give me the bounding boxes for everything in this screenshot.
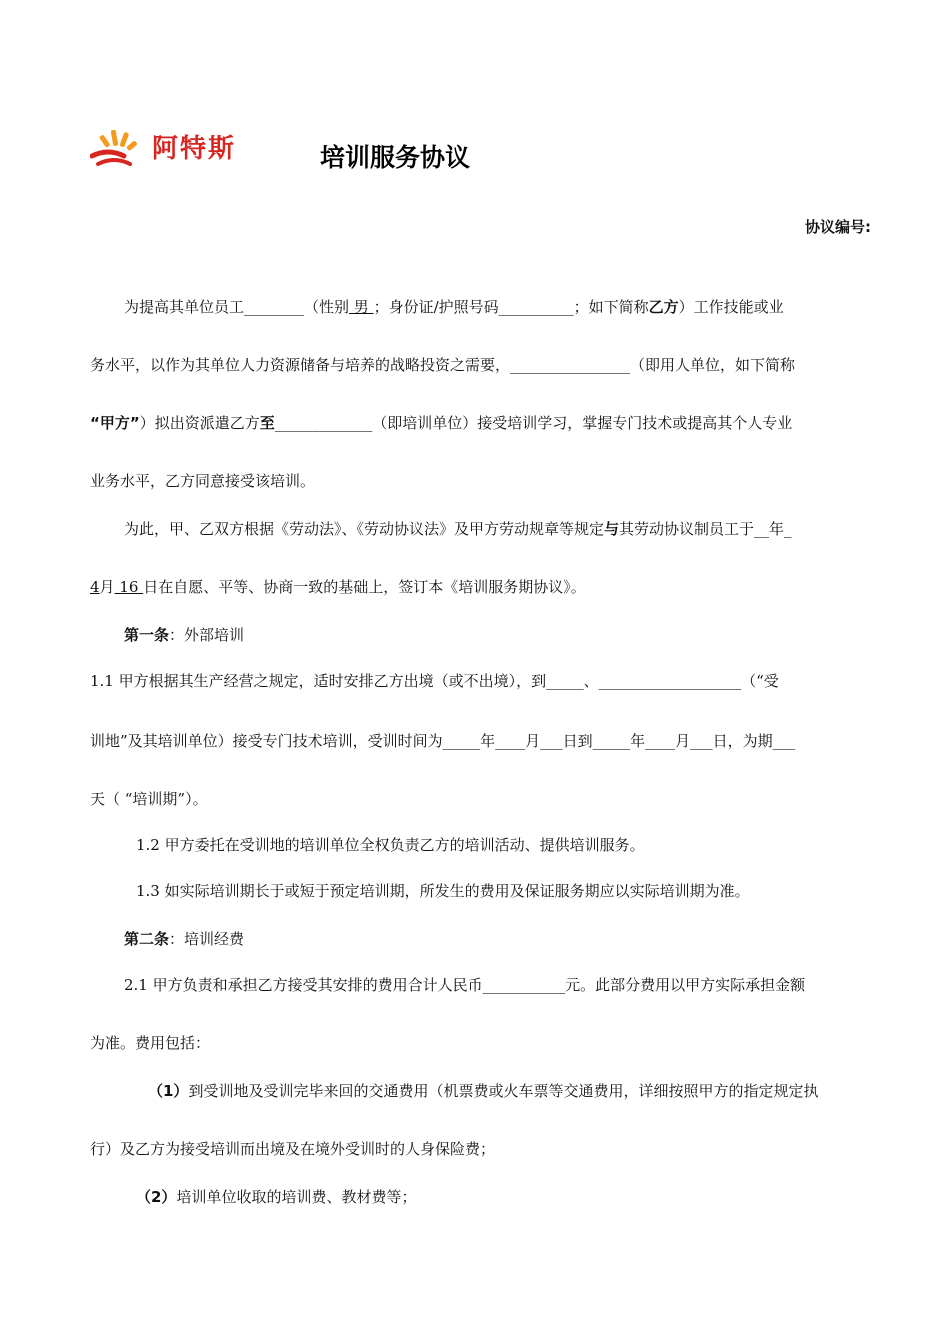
clause-1-1-line1: 1.1 甲方根据其生产经营之规定，适时安排乙方出境（或不出境），到_____、___________________（“受 xyxy=(90,672,779,690)
para2-text-a: 为此，甲、乙双方根据《劳动法》、《劳动协议法》及甲方劳动规章等规定 xyxy=(124,520,605,538)
para1-text-a: 为提高其单位员工________（性别 xyxy=(124,298,350,316)
company-logo xyxy=(90,124,236,168)
document-title: 培训服务协议 xyxy=(320,143,471,172)
day-value: 16 xyxy=(114,578,144,596)
para1-line3-b: _____________（即培训单位）接受培训学习，掌握专门技术或提高其个人专业 xyxy=(274,414,793,432)
clause-2-1-line1: 2.1 甲方负责和承担乙方接受其安排的费用合计人民币___________元。此部分费用以甲方实际承担金额 xyxy=(124,976,806,994)
para2-line2-rest: 日在自愿、平等、协商一致的基础上，签订本《培训服务期协议》。 xyxy=(143,578,586,596)
agreement-number-label: 协议编号: xyxy=(805,218,871,236)
para1-line3-to: 至 xyxy=(259,414,275,432)
para2-line2 xyxy=(90,576,586,597)
article1-title: ：外部培训 xyxy=(169,626,245,644)
para1-line2: 务水平，以作为其单位人力资源储备与培养的战略投资之需要，________________（即用人单位，如下简称 xyxy=(90,356,796,374)
article1-heading xyxy=(124,624,244,645)
expense-item-1-line2: 行）及乙方为接受培训而出境及在境外受训时的人身保险费； xyxy=(90,1140,496,1158)
para1-line1 xyxy=(124,296,784,317)
clause-2-1-line2: 为准。费用包括： xyxy=(90,1034,211,1052)
para1-text-b: ；身份证/护照号码__________；如下简称 xyxy=(373,298,649,316)
clause-1-2: 1.2 甲方委托在受训地的培训单位全权负责乙方的培训活动、提供培训服务。 xyxy=(136,836,645,854)
expense-item-2-text: 培训单位收取的培训费、教材费等； xyxy=(176,1188,417,1206)
para1-line3-a: ）拟出资派遣乙方 xyxy=(139,414,260,432)
expense-item-2-number: （2） xyxy=(136,1188,177,1206)
expense-item-2 xyxy=(136,1186,416,1207)
party-a-label: “甲方” xyxy=(90,414,140,432)
month-value: 4 xyxy=(90,578,100,596)
expense-item-1-text: 到受训地及受训完毕来回的交通费用（机票费或火车票等交通费用，详细按照甲方的指定规定执 xyxy=(188,1082,819,1100)
para1-text-c: ）工作技能或业 xyxy=(678,298,784,316)
expense-item-1-line1 xyxy=(148,1080,818,1101)
para2-line1 xyxy=(124,518,792,539)
month-label: 月 xyxy=(99,578,115,596)
article2-title: ：培训经费 xyxy=(169,930,245,948)
sun-logo-icon xyxy=(90,126,144,166)
para2-with: 与 xyxy=(604,520,620,538)
party-b-label: 乙方 xyxy=(648,298,679,316)
clause-1-3: 1.3 如实际培训期长于或短于预定培训期，所发生的费用及保证服务期应以实际培训期为准。 xyxy=(136,882,750,900)
expense-item-1-number: （1） xyxy=(148,1082,189,1100)
article1-number: 第一条 xyxy=(124,626,170,644)
article2-number: 第二条 xyxy=(124,930,170,948)
logo-text: 阿特斯 xyxy=(152,133,237,164)
article2-heading xyxy=(124,928,244,949)
gender-value: 男 xyxy=(349,298,374,316)
para1-line3 xyxy=(90,412,792,433)
clause-1-1-line3: 天（ “培训期”）。 xyxy=(90,790,208,808)
para2-text-b: 其劳动协议制员工于__年_ xyxy=(619,520,792,538)
clause-1-1-line2: 训地”及其培训单位）接受专门技术培训，受训时间为_____年____月___日到_____年____月___日，为期___ xyxy=(90,732,796,750)
para1-line4: 业务水平，乙方同意接受该培训。 xyxy=(90,472,316,490)
